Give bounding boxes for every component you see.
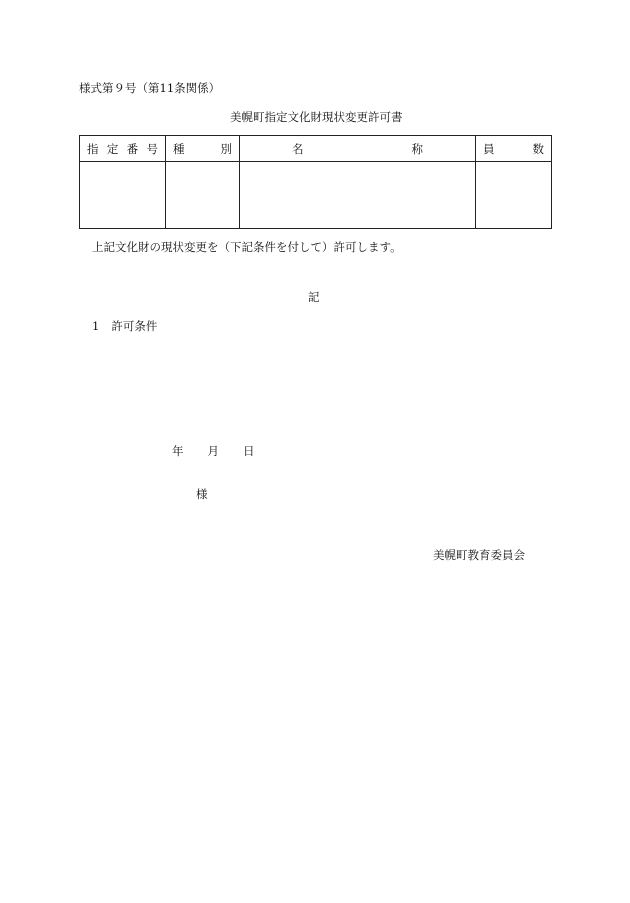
designation-number-cell xyxy=(80,162,166,229)
ki-heading: 記 xyxy=(308,290,320,304)
table-row xyxy=(80,162,552,229)
permit-statement: 上記文化財の現状変更を（下記条件を付して）許可します。 xyxy=(92,240,402,254)
name-cell xyxy=(240,162,476,229)
condition-label: 許可条件 xyxy=(111,319,158,333)
type-cell xyxy=(166,162,240,229)
table-header-designation-number-char: 番 xyxy=(126,141,139,156)
form-number: 様式第９号（第11条関係） xyxy=(79,81,221,95)
table-header-count-char: 員 xyxy=(483,141,495,156)
table-header-count xyxy=(476,136,552,162)
count-cell xyxy=(476,162,552,229)
table-header-type-char: 別 xyxy=(220,141,232,156)
date-day: 日 xyxy=(243,444,255,458)
document-title: 美幌町指定文化財現状変更許可書 xyxy=(230,110,403,124)
date-line xyxy=(172,444,255,458)
date-year: 年 xyxy=(172,444,184,458)
date-month: 月 xyxy=(207,444,219,458)
table-header-count-char: 数 xyxy=(532,141,544,156)
table-header-designation-number xyxy=(80,136,166,162)
table-header-designation-number-char: 号 xyxy=(146,141,158,156)
table-header-name xyxy=(240,136,476,162)
table-header-designation-number-char: 定 xyxy=(106,141,119,156)
issuer-name: 美幌町教育委員会 xyxy=(433,548,525,562)
addressee-suffix: 様 xyxy=(196,487,208,501)
table-header-name-char: 称 xyxy=(411,141,423,156)
table-header-type xyxy=(166,136,240,162)
table-header-designation-number-char: 指 xyxy=(87,141,99,156)
property-table xyxy=(79,135,552,229)
table-header-row xyxy=(80,136,552,162)
table-header-type-char: 種 xyxy=(173,141,185,156)
condition-number: 1 xyxy=(92,319,100,333)
condition-item xyxy=(92,319,157,333)
table-header-name-char: 名 xyxy=(292,141,304,156)
